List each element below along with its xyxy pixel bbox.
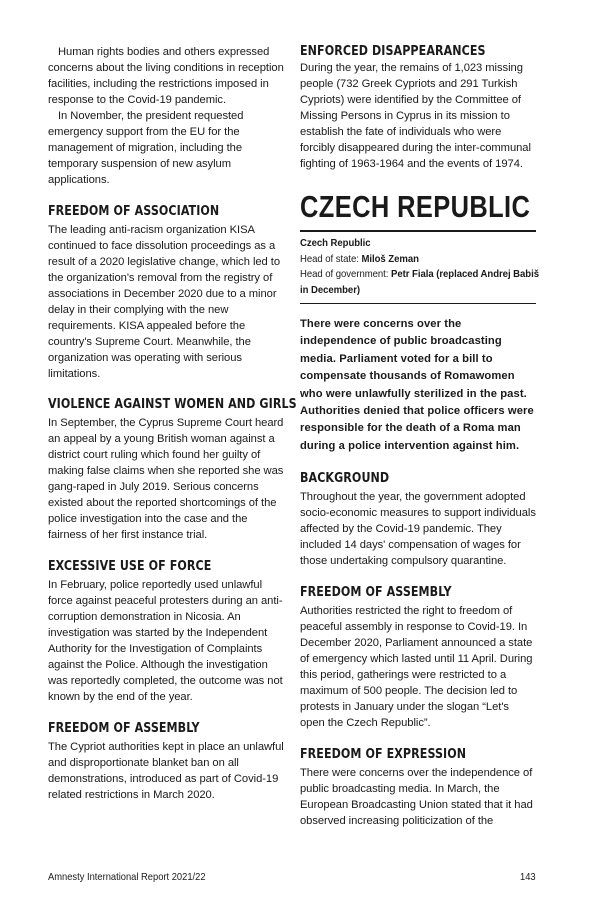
freedom-of-expression-body: There were concerns over the independence of public broadcasting media. In March, the European Broadcasting Union stated that it had observed increasing politicization of the [300,767,533,828]
freedom-of-expression-heading: FREEDOM OF EXPRESSION [300,747,467,763]
country-name: Czech Republic [300,238,371,249]
head-of-government-value: Petr Fiala (replaced Andrej Babiš [391,269,539,280]
summary-text: There were concerns over the independence of public broadcasting media. Parliament voted for a bill to compensate thousands of Romawomen who were unlawfully sterilized in the past. Authorities denied that police officers were responsible for the death of a Roma man during a police intervention against him. [300,318,534,452]
head-of-government-line [300,267,539,283]
head-of-government-continued: in December) [300,284,361,296]
background-heading: BACKGROUND [300,471,390,487]
enforced-disappearances-body: During the year, the remains of 1,023 missing people (732 Greek Cypriots and 291 Turkish Cypriots) were identified by the Committee of Missing Persons in Cyprus in its mission to establish the fate of individuals who were forcibly disappeared during the inter-communal fighting of 1963-1964 and the events of 1974. [300,62,531,170]
left-column [48,44,297,803]
head-of-state-label: Head of state: [300,253,359,265]
page-number: 143 [520,872,536,883]
excessive-use-of-force-heading: EXCESSIVE USE OF FORCE [48,559,212,574]
violence-against-women-heading: VIOLENCE AGAINST WOMEN AND GIRLS [48,397,297,412]
right-column [300,44,539,829]
intro-paragraph-2: In November, the president requested emergency support from the EU for the management of migration, including the temporary suspension of new asylum applications. [48,110,244,186]
footer-report-title: Amnesty International Report 2021/22 [48,872,206,883]
head-of-state-line [300,252,517,268]
head-of-state-value: Miloš Zeman [361,253,419,265]
intro-paragraph-1: Human rights bodies and others expressed concerns about the living conditions in reception facilities, including the restrictions imposed in response to the Covid-19 pandemic. [48,46,284,106]
country-title: CZECH REPUBLIC [300,189,531,224]
freedom-of-association-body: The leading anti-racism organization KISA continued to face dissolution proceedings as a result of a 2020 legislative change, which led to the organization's removal from the registry of associations in December 2020 due to a minor delay in their complying with the new requirements. KISA appealed before the country's Supreme Court. Meanwhile, the organization was operating with serious limitations. [48,224,281,380]
background-body: Throughout the year, the government adopted socio-economic measures to support individuals affected by the Covid-19 pandemic. They included 14 days' compensation of wages for those undertaking compulsory quarantine. [300,491,536,568]
freedom-of-assembly-czech-body: Authorities restricted the right to freedom of peaceful assembly in response to Covid-19. In December 2020, Parliament announced a state of emergency which lasted until 11 April. During this period, gatherings were restricted to a maximum of 500 people. The decision led to protests in January under the slogan “Let's open the Czech Republic”. [300,605,533,730]
enforced-disappearances-heading: ENFORCED DISAPPEARANCES [300,44,486,59]
freedom-of-assembly-cyprus-body: The Cypriot authorities kept in place an unlawful and disproportionate blanket ban on all demonstrations, introduced as part of Covid-19 related restrictions in March 2020. [48,741,284,801]
violence-against-women-body: In September, the Cyprus Supreme Court heard an appeal by a young British woman against a district court ruling which found her guilty of making false claims when she reported she was gang-raped in July 2019. Serious concerns existed about the reported shortcomings of the police investigation into the case and the fairness of her first instance trial. [48,417,284,541]
excessive-use-of-force-body: In February, police reportedly used unlawful force against peaceful protesters during an anti-corruption demonstration in Nicosia. An investigation was started by the Independent Authority for the Investigation of Complaints against the Police. Although the investigation was reportedly completed, the outcome was not known by the end of the year. [48,579,283,703]
head-of-government-label: Head of government: [300,269,389,280]
country-facts [300,236,539,298]
freedom-of-assembly-czech-heading: FREEDOM OF ASSEMBLY [300,585,452,601]
freedom-of-assembly-cyprus-heading: FREEDOM OF ASSEMBLY [48,721,200,736]
freedom-of-association-heading: FREEDOM OF ASSOCIATION [48,204,220,219]
summary-block [300,316,536,455]
